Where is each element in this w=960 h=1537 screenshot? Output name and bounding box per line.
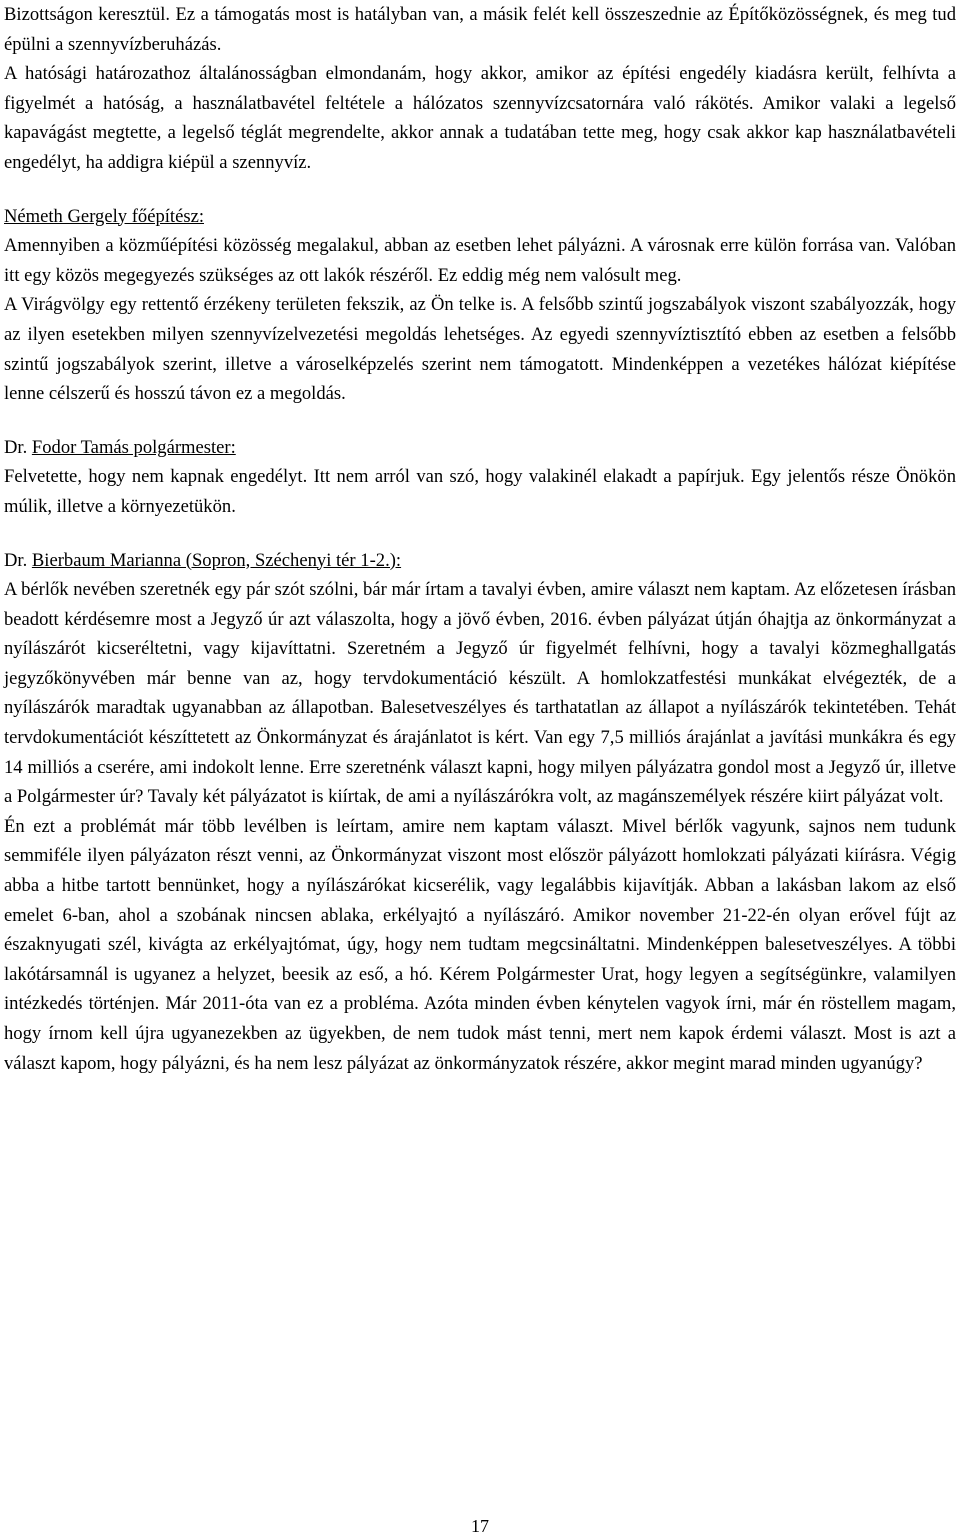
paragraph: Amennyiben a közműépítési közösség megalakul, abban az esetben lehet pályázni. A városnak erre külön forrása van. Valóban itt egy közös megegyezés szükséges az ott lakók részéről. Ez eddig még nem valósult meg. <box>4 235 956 286</box>
paragraph: A Virágvölgy egy rettentő érzékeny területen fekszik, az Ön telke is. A felsőbb szintű jogszabályok viszont szabályozzák, hogy az ilyen esetekben milyen szennyvízelvezetési megoldás lehetséges. Az egyedi szennyvíztisztító ebben az esetben a felsőbb szintű jogszabályok szerint, illetve a városelképzelés szerint nem támogatott. Mindenképpen a vezetékes hálózat kiépítése lenne célszerű és hosszú távon ez a megoldás. <box>4 294 956 405</box>
page-number: 17 <box>471 1516 489 1536</box>
section-gap <box>4 178 956 202</box>
speaker-name: Németh Gergely főépítész: <box>4 205 204 227</box>
speaker-heading <box>4 202 956 232</box>
speaker-prefix: Dr. <box>4 436 32 458</box>
section-bierbaum <box>4 546 956 1079</box>
speaker-prefix: Dr. <box>4 549 32 571</box>
paragraph: A bérlők nevében szeretnék egy pár szót szólni, bár már írtam a tavalyi évben, amire választ nem kaptam. Az előzetesen írásban beadott kérdésemre most a Jegyző úr azt válaszolta, hogy a jövő évben, 2016. évben pályázat útján óhajtja az önkormányzat a nyílászárót kicseréltetni, vagy kijavíttatni. Szeretném a Jegyző úr figyelmét felhívni, hogy a tavalyi közmeghallgatás jegyzőkönyvében már benne van az, hogy tervdokumentáció készült. A homlokzatfestési munkákat elvégezték, de a nyílászárók maradtak ugyanabban az állapotban. Balesetveszélyes és tarthatatlan az állapot a nyílászárók tekintetében. Tehát tervdokumentációt készíttetett az Önkormányzat és árajánlatot is kért. Van egy 7,5 milliós árajánlat a javítási munkákra és egy 14 milliós a cserére, ami indokolt lenne. Erre szeretnénk választ kapni, hogy milyen pályázatra gondol most a Jegyző úr, illetve a Polgármester úr? Tavaly két pályázatot is kiírtak, de ami a nyílászárókra volt, az magánszemélyek részére kiirt pályázat volt. <box>4 579 956 808</box>
speaker-heading <box>4 433 956 463</box>
speaker-heading <box>4 546 956 576</box>
paragraph: A hatósági határozathoz általánosságban elmondanám, hogy akkor, amikor az építési engedély kiadásra került, felhívta a figyelmét a hatóság, a használatbavétel feltétele a hálózatos szennyvízcsatornára való rákötés. Amikor valaki a legelső kapavágást megtette, a legelső téglát megrendelte, akkor annak a tudatában tette meg, hogy csak akkor kap használatbavételi engedélyt, ha addigra kiépül a szennyvíz. <box>4 63 956 173</box>
paragraph: Én ezt a problémát már több levélben is leírtam, amire nem kaptam választ. Mivel bérlők vagyunk, sajnos nem tudunk semmiféle ilyen pályázaton részt venni, az Önkormányzat viszont most először pályázott homlokzati pályázati kiírásra. Végig abba a hitbe tartott bennünket, hogy a nyílászárókat kicserélik, vagy legalábbis kijavítják. Abban a lakásban lakom az első emelet 6-ban, ahol a szobának nincsen ablaka, erkélyajtó a nyílászáró. Amikor november 21-22-én olyan erővel fújt az északnyugati szél, kivágta az erkélyajtómat, úgy, hogy nem tudtam megcsináltatni. Mindenképpen balesetveszélyes. A többi lakótársamnál is ugyanez a helyzet, beesik az eső, a hó. Kérem Polgármester Urat, hogy legyen a segítségünkre, valamilyen intézkedés történjen. Már 2011-óta van ez a probléma. Azóta minden évben kénytelen vagyok írni, már én röstellem magam, hogy írnom kell újra ugyanezekben az ügyekben, de nem tudok mást tenni, mert nem kapok érdemi választ. Most is azt a választ kapom, hogy pályázni, és ha nem lesz pályázat az önkormányzatok részére, akkor megint marad minden ugyanúgy? <box>4 815 956 1074</box>
section-gap <box>4 522 956 546</box>
document-page <box>4 0 956 1078</box>
paragraph: Felvetette, hogy nem kapnak engedélyt. Itt nem arról van szó, hogy valakinél elakadt a papírjuk. Egy jelentős része Önökön múlik, illetve a környezetükön. <box>4 466 956 517</box>
section-fodor <box>4 433 956 522</box>
speaker-name: Fodor Tamás polgármester: <box>31 436 236 458</box>
speaker-name: Bierbaum Marianna (Sopron, Széchenyi tér 1-2.): <box>31 549 402 571</box>
paragraph: Bizottságon keresztül. Ez a támogatás most is hatályban van, a másik felét kell összeszednie az Építőközösségnek, és meg tud épülni a szennyvízberuházás. <box>4 4 956 55</box>
section-nemeth <box>4 202 956 409</box>
section-gap <box>4 409 956 433</box>
